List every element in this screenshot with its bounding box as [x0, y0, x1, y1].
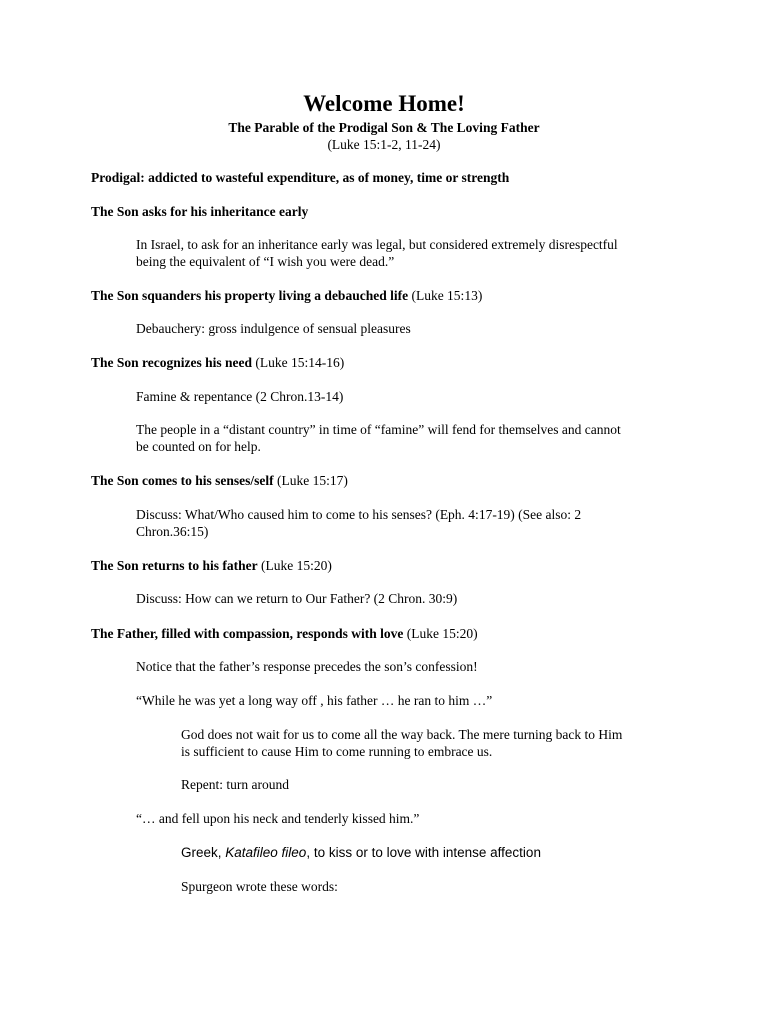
paragraph-line: Debauchery: gross indulgence of sensual pleasures [136, 321, 411, 336]
section-heading-recognizes: The Son recognizes his need (Luke 15:14-16) [91, 355, 345, 370]
paragraph-line: Famine & repentance (2 Chron.13-14) [136, 389, 344, 404]
paragraph-line: Notice that the father’s response precedes the son’s confession! [136, 659, 478, 674]
section-heading-senses: The Son comes to his senses/self (Luke 15:17) [91, 473, 348, 488]
paragraph-line: is sufficient to cause Him to come running to embrace us. [181, 744, 493, 759]
quote-line: “… and fell upon his neck and tenderly kissed him.” [136, 811, 420, 826]
paragraph-line: be counted on for help. [136, 439, 261, 454]
paragraph-line: In Israel, to ask for an inheritance early was legal, but considered extremely disrespectful [136, 237, 618, 252]
paragraph-line: The people in a “distant country” in time of “famine” will fend for themselves and cannot [136, 422, 621, 437]
paragraph-line: Discuss: What/Who caused him to come to his senses? (Eph. 4:17-19) (See also: 2 [136, 507, 582, 522]
section-heading-returns: The Son returns to his father (Luke 15:20) [91, 558, 332, 573]
document-title: Welcome Home! [303, 91, 465, 116]
greek-definition: Greek, Katafileo fileo, to kiss or to love with intense affection [181, 845, 541, 860]
quote-line: “While he was yet a long way off , his father … he ran to him …” [136, 693, 493, 708]
paragraph-line: Discuss: How can we return to Our Father? (2 Chron. 30:9) [136, 591, 458, 606]
paragraph-line: Spurgeon wrote these words: [181, 879, 338, 894]
prodigal-definition: Prodigal: addicted to wasteful expenditure, as of money, time or strength [91, 170, 510, 185]
paragraph-line: Chron.36:15) [136, 524, 209, 539]
paragraph-line: being the equivalent of “I wish you were dead.” [136, 254, 395, 269]
section-heading-squanders: The Son squanders his property living a debauched life (Luke 15:13) [91, 288, 483, 303]
paragraph-line: God does not wait for us to come all the way back. The mere turning back to Him [181, 727, 623, 742]
scripture-reference: (Luke 15:1-2, 11-24) [327, 137, 441, 152]
paragraph-line: Repent: turn around [181, 777, 289, 792]
section-heading-inheritance: The Son asks for his inheritance early [91, 204, 309, 219]
document-subtitle: The Parable of the Prodigal Son & The Loving Father [228, 120, 540, 135]
section-heading-father: The Father, filled with compassion, responds with love (Luke 15:20) [91, 626, 478, 641]
